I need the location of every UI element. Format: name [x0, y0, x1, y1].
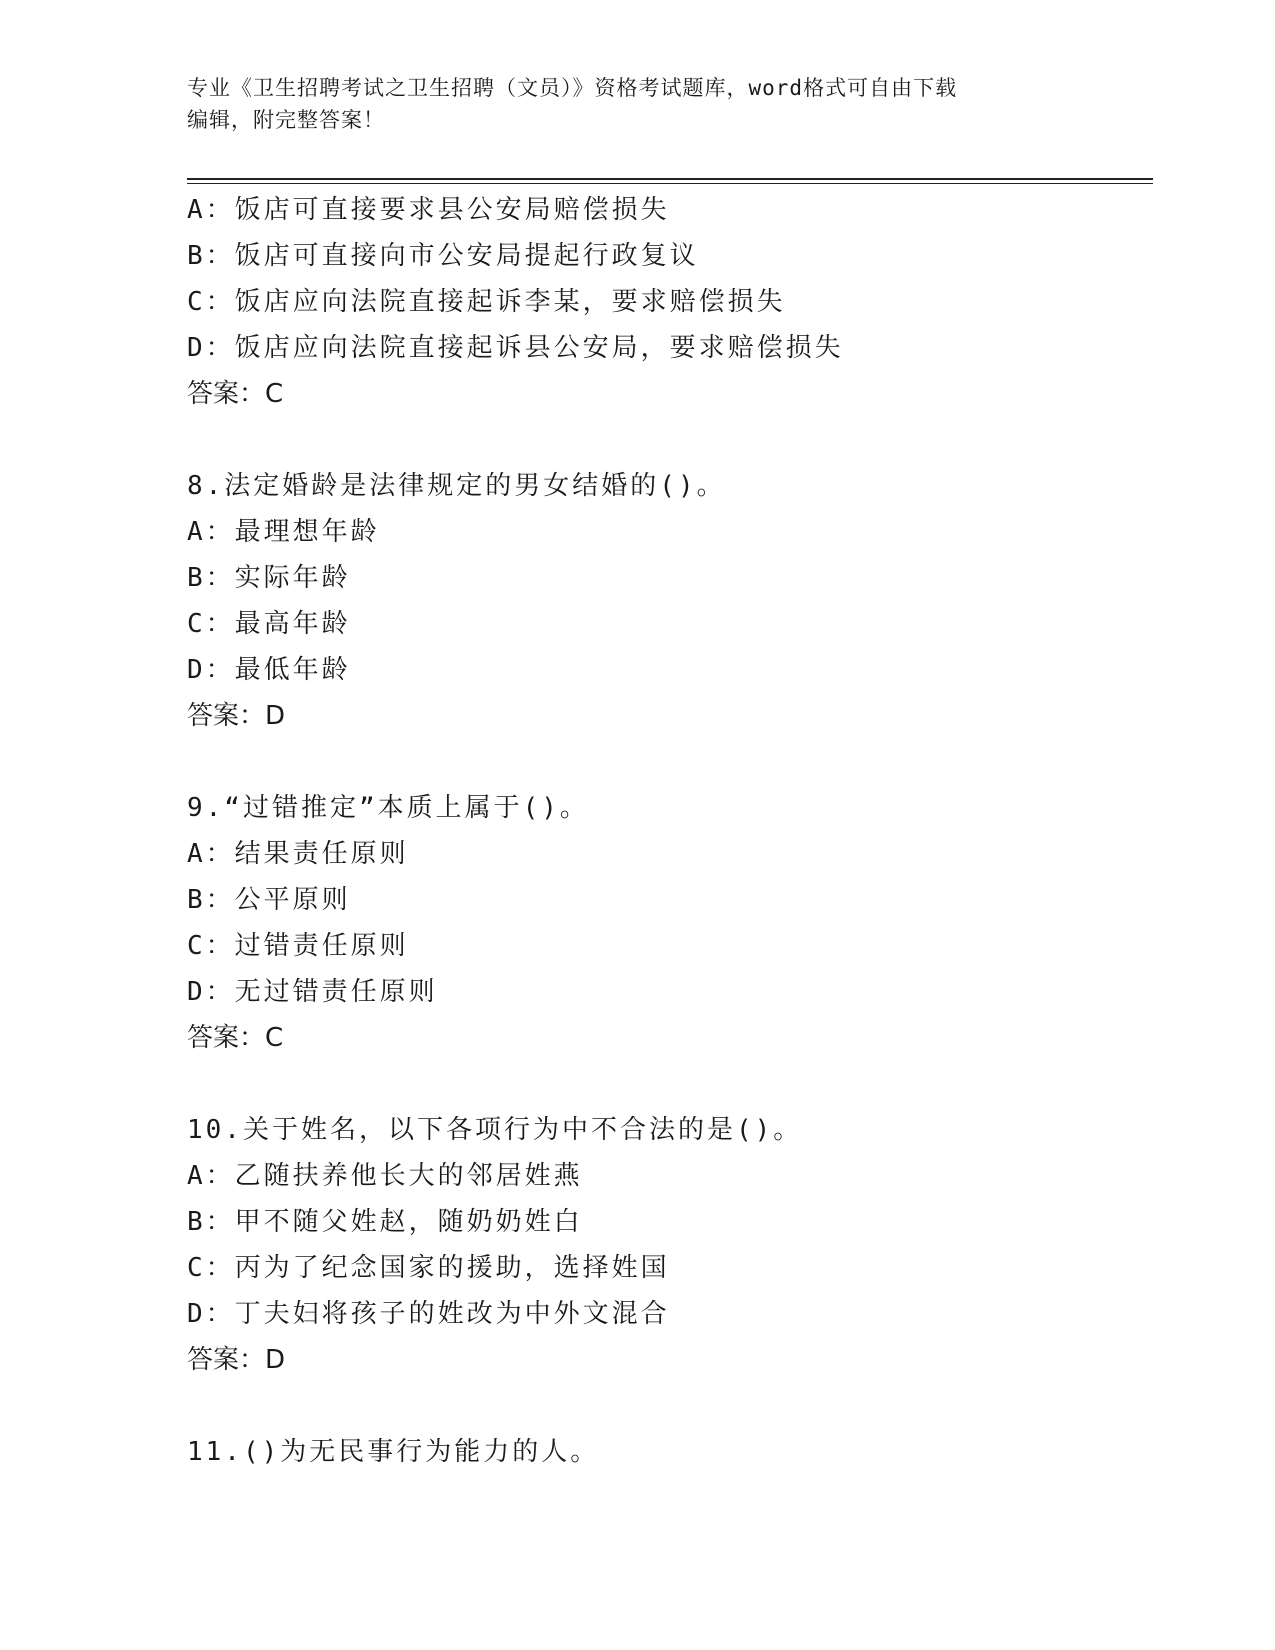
option-d: D：无过错责任原则	[187, 977, 438, 1007]
option-d: D：饭店应向法院直接起诉县公安局，要求赔偿损失	[187, 333, 844, 363]
option-c: C：丙为了纪念国家的援助，选择姓国	[187, 1253, 670, 1283]
option-a: A：饭店可直接要求县公安局赔偿损失	[187, 195, 670, 225]
question-text: 10.关于姓名，以下各项行为中不合法的是()。	[187, 1115, 803, 1145]
header-line-1: 专业《卫生招聘考试之卫生招聘（文员）》资格考试题库，word格式可自由下载	[187, 76, 958, 100]
answer: 答案：C	[187, 379, 284, 409]
option-d: D：最低年龄	[187, 655, 351, 685]
answer: 答案：D	[187, 701, 286, 731]
question-10	[187, 1107, 1147, 1383]
option-b: B：甲不随父姓赵，随奶奶姓白	[187, 1207, 583, 1237]
option-b: B：饭店可直接向市公安局提起行政复议	[187, 241, 699, 271]
question-text: 11.()为无民事行为能力的人。	[187, 1437, 600, 1467]
question-text: 9.“过错推定”本质上属于()。	[187, 793, 589, 823]
question-9	[187, 785, 1147, 1061]
option-c: C：最高年龄	[187, 609, 351, 639]
question-text: 8.法定婚龄是法律规定的男女结婚的()。	[187, 471, 726, 501]
spacer	[187, 1061, 1147, 1107]
spacer	[187, 739, 1147, 785]
header-line-2: 编辑，附完整答案！	[187, 108, 385, 132]
question-11	[187, 1429, 1147, 1475]
option-a: A：最理想年龄	[187, 517, 380, 547]
spacer	[187, 1383, 1147, 1429]
option-b: B：公平原则	[187, 885, 351, 915]
option-c: C：过错责任原则	[187, 931, 409, 961]
header-divider	[187, 178, 1153, 180]
spacer	[187, 417, 1147, 463]
option-a: A：结果责任原则	[187, 839, 409, 869]
answer: 答案：D	[187, 1345, 286, 1375]
question-8	[187, 463, 1147, 739]
question-7	[187, 187, 1147, 417]
document-header	[187, 72, 1087, 136]
answer: 答案：C	[187, 1023, 284, 1053]
option-a: A：乙随扶养他长大的邻居姓燕	[187, 1161, 583, 1191]
question-list	[187, 187, 1147, 1475]
option-d: D：丁夫妇将孩子的姓改为中外文混合	[187, 1299, 670, 1329]
header-divider-thin	[187, 183, 1153, 184]
option-c: C：饭店应向法院直接起诉李某，要求赔偿损失	[187, 287, 786, 317]
option-b: B：实际年龄	[187, 563, 351, 593]
